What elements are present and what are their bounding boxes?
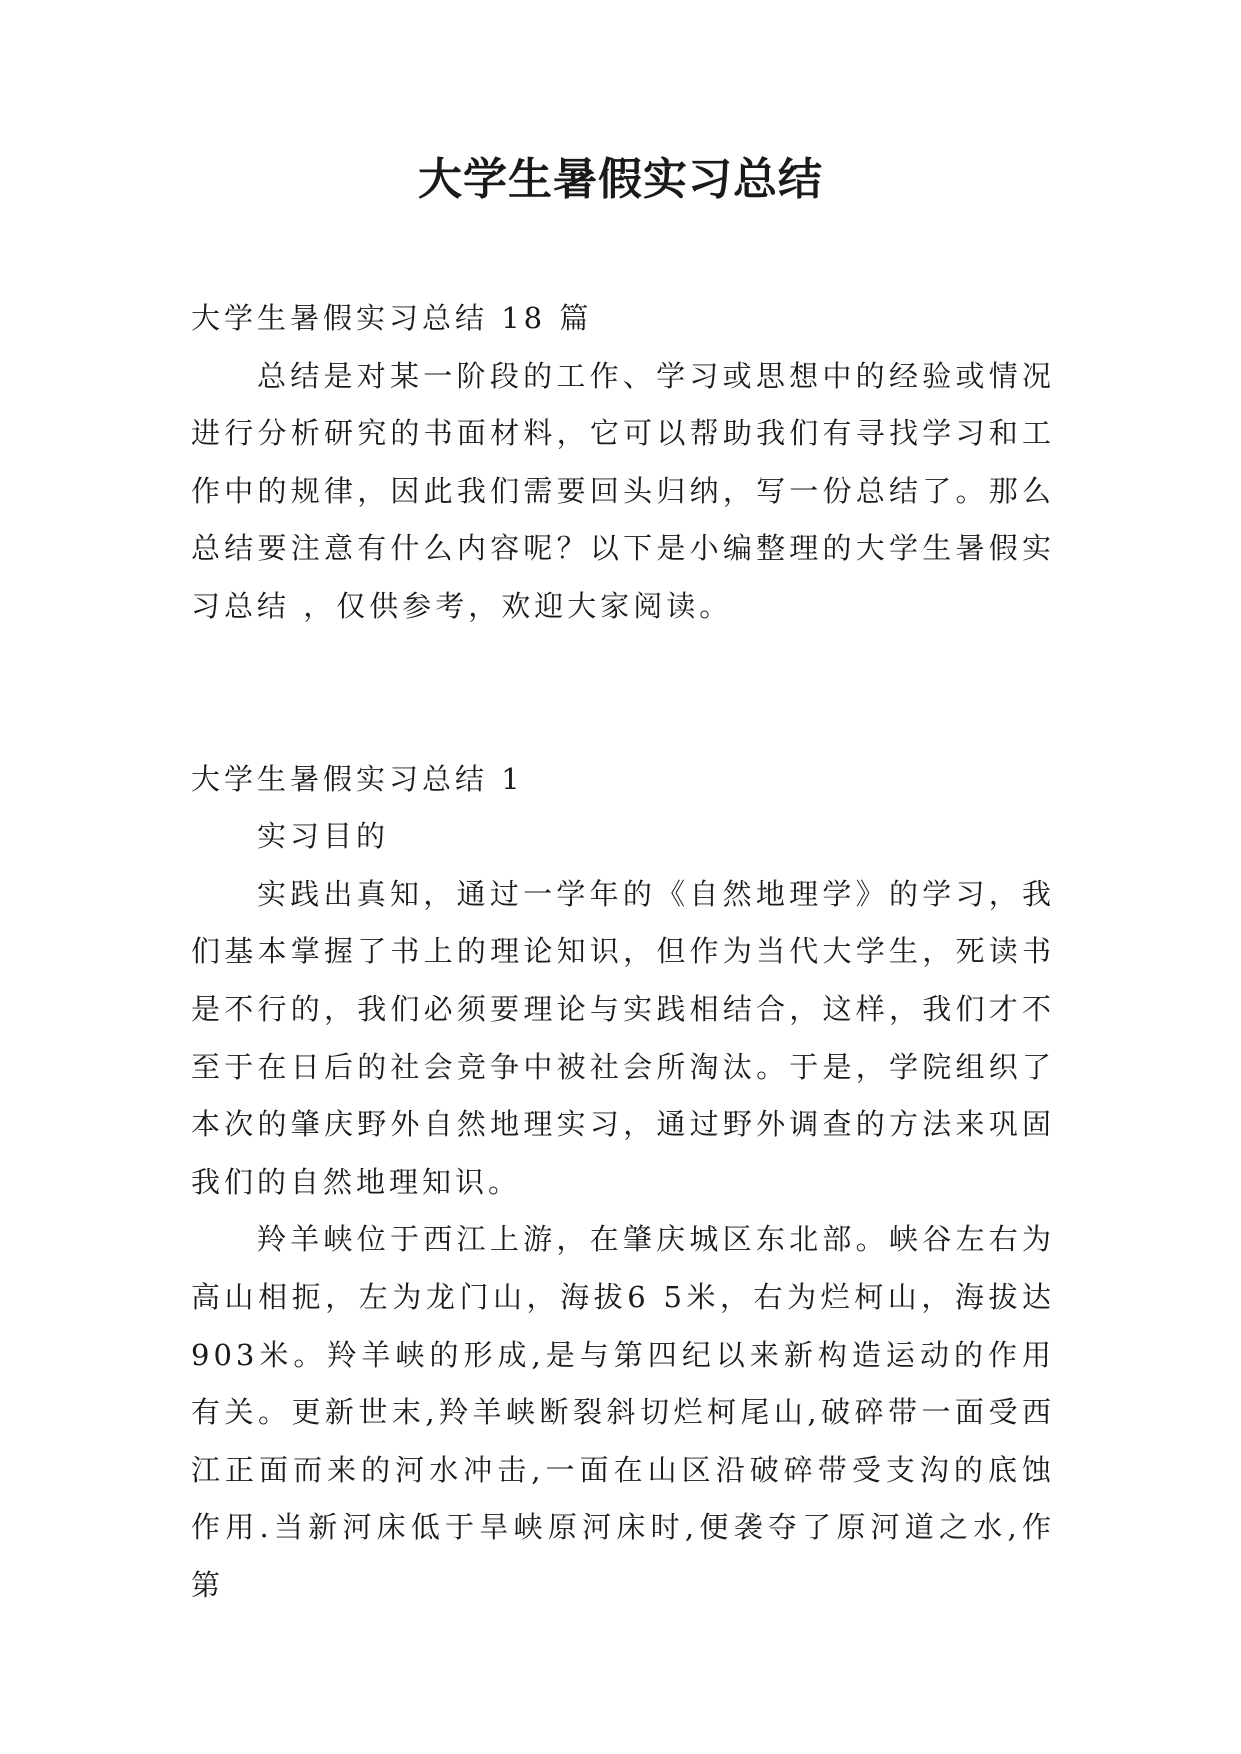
body-paragraph-2: 羚羊峡位于西江上游，在肇庆城区东北部。峡谷左右为高山相扼，左为龙门山，海拔6 5米，右为烂柯山，海拔达903米。羚羊峡的形成,是与第四纪以来新构造运动的作用有关。更新世末,羚羊峡断裂斜切烂柯尾山,破碎带一面受西江正面而来的河水冲击,一面在山区沿破碎带受支沟的底蚀作用.当新河床低于旱峡原河床时,便袭夺了原河道之水,作第 (191, 1222, 1055, 1602)
document-subtitle: 大学生暑假实习总结 18 篇 (191, 301, 593, 335)
section-subheading: 实习目的 (257, 819, 390, 854)
section-heading: 大学生暑假实习总结 1 (191, 761, 524, 796)
intro-paragraph: 总结是对某一阶段的工作、学习或思想中的经验或情况进行分析研究的书面材料，它可以帮助我们有寻找学习和工作中的规律，因此我们需要回头归纳，写一份总结了。那么总结要注意有什么内容呢？以下是小编整理的大学生暑假实习总结 ，仅供参考，欢迎大家阅读。 (191, 358, 1055, 623)
document-title: 大学生暑假实习总结 (418, 154, 823, 205)
document-body (191, 290, 1055, 1614)
body-paragraph-1: 实践出真知，通过一学年的《自然地理学》的学习，我们基本掌握了书上的理论知识，但作为当代大学生，死读书是不行的，我们必须要理论与实践相结合，这样，我们才不至于在日后的社会竞争中被社会所淘汰。于是，学院组织了本次的肇庆野外自然地理实习，通过野外调查的方法来巩固我们的自然地理知识。 (191, 876, 1055, 1199)
section-spacer (191, 636, 1055, 751)
